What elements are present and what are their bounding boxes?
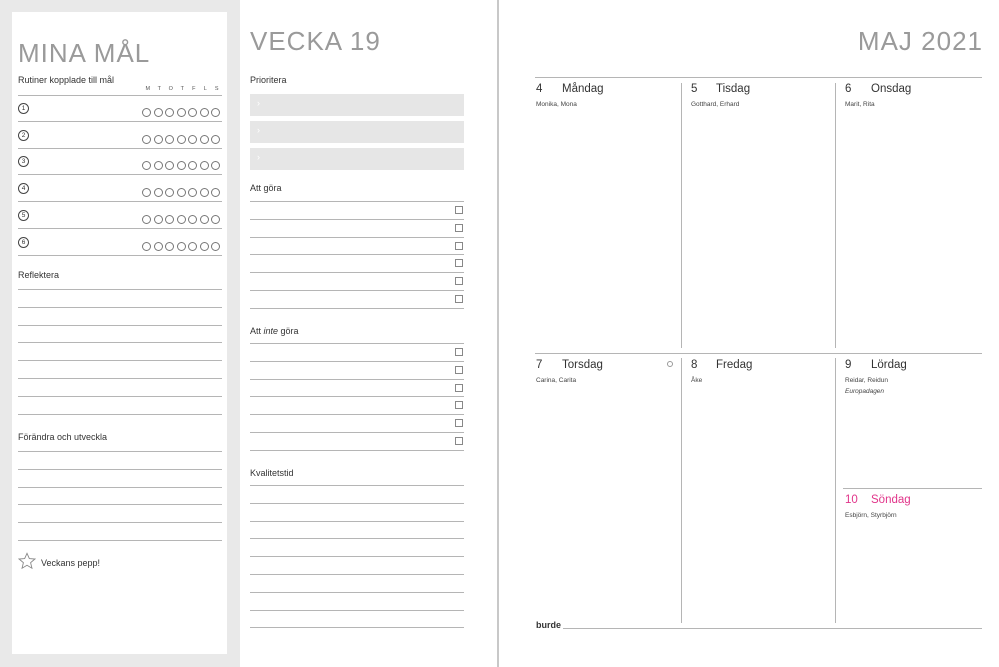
name-day: Gotthard, Erhard — [691, 101, 740, 108]
divider — [535, 353, 982, 354]
tracker-dot[interactable] — [154, 108, 163, 117]
priority-field-1[interactable] — [250, 94, 464, 116]
divider — [563, 628, 982, 629]
tracker-dot[interactable] — [177, 161, 186, 170]
reflect-label: Reflektera — [18, 270, 60, 280]
routine-number-badge: 3 — [18, 156, 29, 167]
divider — [681, 83, 682, 348]
writing-line[interactable] — [18, 504, 222, 505]
day-number: 8 — [691, 359, 698, 371]
tracker-dot[interactable] — [211, 242, 220, 251]
tracker-dot[interactable] — [211, 215, 220, 224]
routines-label: Rutiner kopplade till mål — [18, 75, 115, 85]
tracker-dot[interactable] — [211, 108, 220, 117]
tracker-dot[interactable] — [188, 108, 197, 117]
writing-line[interactable] — [18, 378, 222, 379]
priority-field-3[interactable] — [250, 148, 464, 170]
writing-line[interactable] — [250, 574, 464, 575]
writing-line[interactable] — [18, 360, 222, 361]
name-day: Marit, Rita — [845, 101, 875, 108]
writing-line[interactable] — [18, 396, 222, 397]
checkbox[interactable] — [455, 384, 463, 392]
writing-line[interactable] — [18, 469, 222, 470]
day-number: 7 — [536, 359, 543, 371]
tracker-dot[interactable] — [200, 135, 209, 144]
routine-number-badge: 4 — [18, 183, 29, 194]
checkbox[interactable] — [455, 259, 463, 267]
tracker-dot[interactable] — [142, 242, 151, 251]
tracker-dot[interactable] — [154, 188, 163, 197]
day-number: 10 — [845, 494, 858, 506]
writing-line — [250, 432, 464, 433]
chevron-right-icon: › — [257, 98, 260, 108]
writing-line — [250, 343, 464, 344]
holiday-name: Europadagen — [845, 388, 885, 395]
divider — [835, 358, 836, 623]
writing-line[interactable] — [18, 325, 222, 326]
writing-line — [250, 219, 464, 220]
writing-line — [250, 379, 464, 380]
tracker-dot[interactable] — [165, 188, 174, 197]
tracker-dot[interactable] — [211, 161, 220, 170]
change-label: Förändra och utveckla — [18, 432, 108, 442]
tracker-dot[interactable] — [165, 242, 174, 251]
tracker-dot[interactable] — [200, 215, 209, 224]
day-name: Fredag — [716, 359, 753, 371]
goals-title: MINA MÅL — [18, 38, 151, 68]
quality-label: Kvalitetstid — [250, 468, 294, 478]
divider — [681, 358, 682, 623]
divider — [18, 148, 222, 149]
routine-tracker — [142, 238, 223, 256]
divider — [18, 95, 222, 96]
writing-line[interactable] — [18, 342, 222, 343]
writing-line — [250, 450, 464, 451]
name-day: Reidar, Reidun — [845, 377, 888, 384]
day-name: Måndag — [562, 83, 604, 95]
tracker-dot[interactable] — [200, 242, 209, 251]
routine-tracker — [142, 131, 223, 149]
tracker-dot[interactable] — [142, 188, 151, 197]
chevron-right-icon: › — [257, 152, 260, 162]
todo-label: Att göra — [250, 183, 282, 193]
week-title: VECKA 19 — [250, 26, 381, 56]
tracker-dot[interactable] — [188, 242, 197, 251]
tracker-dot[interactable] — [165, 108, 174, 117]
priority-field-2[interactable] — [250, 121, 464, 143]
checkbox[interactable] — [455, 277, 463, 285]
name-day: Monika, Mona — [536, 101, 577, 108]
month-title: MAJ 2021 — [857, 26, 983, 56]
star-outline-icon — [18, 552, 36, 570]
divider — [18, 201, 222, 202]
name-day: Carina, Carita — [536, 377, 577, 384]
divider — [18, 255, 222, 256]
tracker-dot[interactable] — [200, 161, 209, 170]
day-number: 6 — [845, 83, 852, 95]
tracker-dot[interactable] — [154, 161, 163, 170]
week-panel — [240, 0, 498, 667]
checkbox[interactable] — [455, 206, 463, 214]
writing-line[interactable] — [18, 307, 222, 308]
tracker-dot[interactable] — [177, 188, 186, 197]
writing-line[interactable] — [250, 627, 464, 628]
checkbox[interactable] — [455, 348, 463, 356]
routine-tracker — [142, 157, 223, 175]
writing-line[interactable] — [250, 556, 464, 557]
writing-line[interactable] — [250, 538, 464, 539]
tracker-dot[interactable] — [165, 161, 174, 170]
not-todo-label: Att inte göra — [250, 326, 299, 336]
tracker-dot[interactable] — [165, 135, 174, 144]
day-name: Tisdag — [716, 83, 751, 95]
writing-line[interactable] — [18, 487, 222, 488]
checkbox[interactable] — [455, 401, 463, 409]
writing-line[interactable] — [18, 289, 222, 290]
writing-line[interactable] — [18, 540, 222, 541]
checkbox[interactable] — [455, 224, 463, 232]
writing-line — [250, 237, 464, 238]
calendar-panel — [499, 0, 999, 667]
tracker-dot[interactable] — [154, 135, 163, 144]
divider — [835, 83, 836, 348]
writing-line[interactable] — [250, 521, 464, 522]
writing-line[interactable] — [250, 503, 464, 504]
tracker-dot[interactable] — [177, 215, 186, 224]
chevron-right-icon: › — [257, 125, 260, 135]
checkbox[interactable] — [455, 242, 463, 250]
goals-panel — [12, 12, 227, 654]
writing-line[interactable] — [18, 414, 222, 415]
day-name: Söndag — [871, 494, 911, 506]
tracker-dot[interactable] — [142, 135, 151, 144]
routine-number-badge: 5 — [18, 210, 29, 221]
routine-tracker — [142, 104, 223, 122]
tracker-dot[interactable] — [154, 242, 163, 251]
day-name: Onsdag — [871, 83, 912, 95]
tracker-dot[interactable] — [142, 215, 151, 224]
routine-tracker — [142, 211, 223, 229]
tracker-dot[interactable] — [188, 135, 197, 144]
name-day: Esbjörn, Styrbjörn — [845, 512, 897, 519]
routine-number-badge: 1 — [18, 103, 29, 114]
checkbox[interactable] — [455, 437, 463, 445]
writing-line — [250, 361, 464, 362]
tracker-dot[interactable] — [177, 108, 186, 117]
name-day: Åke — [691, 377, 703, 384]
routine-number-badge: 6 — [18, 237, 29, 248]
tracker-dot[interactable] — [188, 215, 197, 224]
writing-line[interactable] — [250, 485, 464, 486]
writing-line — [250, 272, 464, 273]
checkbox[interactable] — [455, 295, 463, 303]
tracker-dot[interactable] — [177, 135, 186, 144]
routine-tracker — [142, 184, 223, 202]
divider — [535, 77, 982, 78]
day-name: Torsdag — [562, 359, 603, 371]
writing-line[interactable] — [250, 610, 464, 611]
day-number: 4 — [536, 83, 543, 95]
writing-line — [250, 290, 464, 291]
weekday-letters: M T O T F L S — [145, 86, 219, 92]
writing-line — [250, 414, 464, 415]
writing-line — [250, 201, 464, 202]
pepp-label: Veckans pepp! — [41, 558, 101, 568]
brand-logo: burde — [536, 620, 562, 630]
tracker-dot[interactable] — [211, 135, 220, 144]
divider — [843, 488, 982, 489]
tracker-dot[interactable] — [188, 161, 197, 170]
tracker-dot[interactable] — [142, 108, 151, 117]
divider — [18, 228, 222, 229]
writing-line — [250, 396, 464, 397]
tracker-dot[interactable] — [142, 161, 151, 170]
day-number: 9 — [845, 359, 852, 371]
tracker-dot[interactable] — [177, 242, 186, 251]
tracker-dot[interactable] — [200, 188, 209, 197]
tracker-dot[interactable] — [200, 108, 209, 117]
day-number: 5 — [691, 83, 698, 95]
writing-line[interactable] — [18, 451, 222, 452]
tracker-dot[interactable] — [154, 215, 163, 224]
divider — [18, 121, 222, 122]
checkbox[interactable] — [455, 366, 463, 374]
day-name: Lördag — [871, 359, 907, 371]
checkbox[interactable] — [455, 419, 463, 427]
tracker-dot[interactable] — [211, 188, 220, 197]
tracker-dot[interactable] — [188, 188, 197, 197]
divider — [18, 174, 222, 175]
writing-line — [250, 254, 464, 255]
full-moon-icon — [667, 361, 673, 367]
writing-line[interactable] — [18, 522, 222, 523]
tracker-dot[interactable] — [165, 215, 174, 224]
writing-line — [250, 308, 464, 309]
routine-number-badge: 2 — [18, 130, 29, 141]
priority-label: Prioritera — [250, 75, 287, 85]
writing-line[interactable] — [250, 592, 464, 593]
